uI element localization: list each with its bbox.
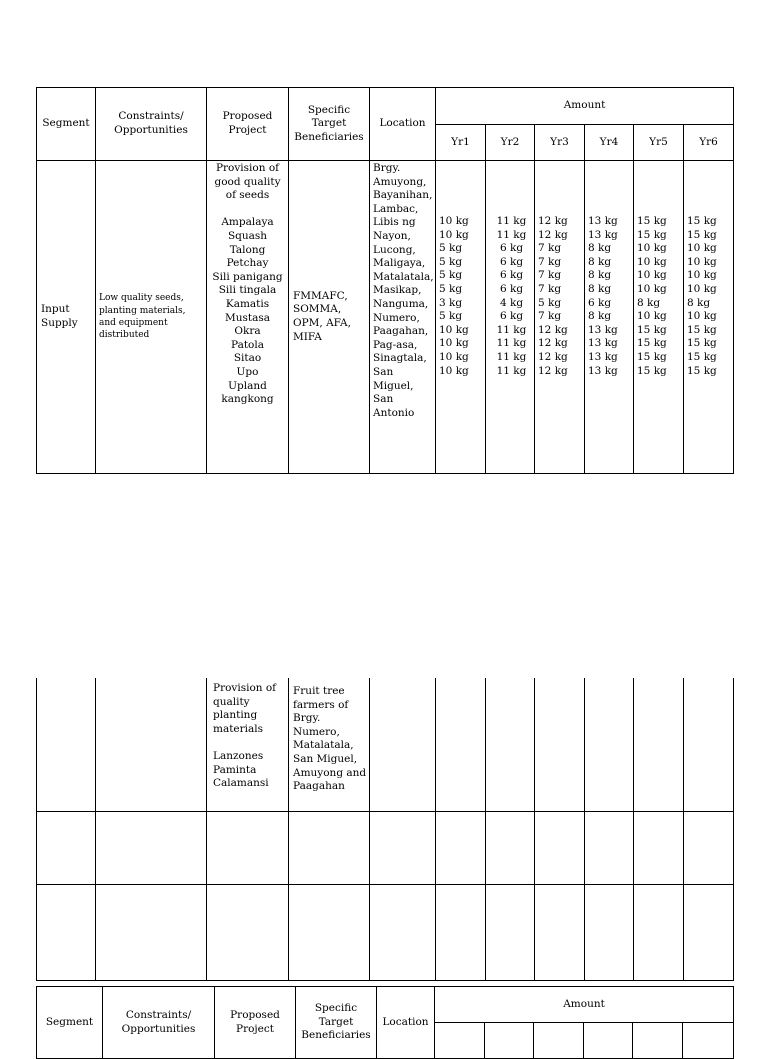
header-yr-cell xyxy=(584,1023,633,1059)
empty-cell xyxy=(370,885,436,981)
header-segment: Segment xyxy=(37,987,103,1059)
cell-location: Brgy. Amuyong, Bayanihan, Lambac, Libis ng Nayon, Lucong, Maligaya, Matalatala, Masikap, Nanguma, Numero, Paagahan, Pag-asa, Sinagtala, San Miguel, San Antonio xyxy=(370,161,436,474)
header-yr-cell xyxy=(633,1023,683,1059)
next-table-header xyxy=(36,986,734,1059)
empty-cell xyxy=(289,812,370,885)
header-yr1: Yr1 xyxy=(436,125,486,161)
cell-proposed-project: Provision of good quality of seeds Ampalaya Squash Talong Petchay Sili panigang Sili tingala Kamatis Mustasa Okra Patola Sitao Upo Upland kangkong xyxy=(207,161,289,474)
cell-yr5-amounts: 15 kg 15 kg 10 kg 10 kg 10 kg 10 kg 8 kg 10 kg 15 kg 15 kg 15 kg 15 kg xyxy=(634,161,684,474)
empty-cell xyxy=(585,812,634,885)
cell-yr6-empty xyxy=(684,678,734,812)
header-yr-cell xyxy=(683,1023,734,1059)
header-yr-cell xyxy=(485,1023,534,1059)
cell-yr3-amounts: 12 kg 12 kg 7 kg 7 kg 7 kg 7 kg 5 kg 7 kg 12 kg 12 kg 12 kg 12 kg xyxy=(535,161,585,474)
empty-cell xyxy=(289,885,370,981)
empty-cell xyxy=(207,885,289,981)
header-proposed-project: Proposed Project xyxy=(215,987,296,1059)
empty-cell xyxy=(370,812,436,885)
cell-beneficiaries-fruit-tree: Fruit tree farmers of Brgy. Numero, Matalatala, San Miguel, Amuyong and Paagahan xyxy=(289,678,370,812)
cell-yr3-empty xyxy=(535,678,585,812)
cell-constraints-empty xyxy=(96,678,207,812)
cell-yr6-amounts: 15 kg 15 kg 10 kg 10 kg 10 kg 10 kg 8 kg 10 kg 15 kg 15 kg 15 kg 15 kg xyxy=(684,161,734,474)
header-yr-cell xyxy=(534,1023,584,1059)
empty-cell xyxy=(634,812,684,885)
header-segment: Segment xyxy=(37,88,96,161)
header-location: Location xyxy=(370,88,436,161)
cell-yr5-empty xyxy=(634,678,684,812)
header-beneficiaries: Specific Target Beneficiaries xyxy=(296,987,377,1059)
header-proposed-project: Proposed Project xyxy=(207,88,289,161)
cell-yr2-amounts: 11 kg 11 kg 6 kg 6 kg 6 kg 6 kg 4 kg 6 kg 11 kg 11 kg 11 kg 11 kg xyxy=(486,161,535,474)
empty-cell xyxy=(96,812,207,885)
empty-cell xyxy=(207,812,289,885)
empty-cell xyxy=(684,885,734,981)
empty-cell xyxy=(486,885,535,981)
cell-yr1-empty xyxy=(436,678,486,812)
header-yr3: Yr3 xyxy=(535,125,585,161)
header-yr6: Yr6 xyxy=(684,125,734,161)
header-yr5: Yr5 xyxy=(634,125,684,161)
empty-cell xyxy=(96,885,207,981)
cell-beneficiaries: FMMAFC, SOMMA, OPM, AFA, MIFA xyxy=(289,161,370,474)
empty-cell xyxy=(37,812,96,885)
empty-cell xyxy=(634,885,684,981)
cell-segment-empty xyxy=(37,678,96,812)
header-amount: Amount xyxy=(436,88,734,125)
header-yr4: Yr4 xyxy=(585,125,634,161)
cell-yr4-amounts: 13 kg 13 kg 8 kg 8 kg 8 kg 8 kg 6 kg 8 kg 13 kg 13 kg 13 kg 13 kg xyxy=(585,161,634,474)
empty-cell xyxy=(436,812,486,885)
cell-proposed-project-planting: Provision of quality planting materials Lanzones Paminta Calamansi xyxy=(207,678,289,812)
header-beneficiaries: Specific Target Beneficiaries xyxy=(289,88,370,161)
empty-cell xyxy=(486,812,535,885)
header-constraints: Constraints/ Opportunities xyxy=(96,88,207,161)
header-location: Location xyxy=(377,987,435,1059)
header-yr2: Yr2 xyxy=(486,125,535,161)
cell-yr1-amounts: 10 kg 10 kg 5 kg 5 kg 5 kg 5 kg 3 kg 5 kg 10 kg 10 kg 10 kg 10 kg xyxy=(436,161,486,474)
empty-cell xyxy=(585,885,634,981)
planting-materials-table xyxy=(36,678,734,981)
header-amount: Amount xyxy=(435,987,734,1023)
empty-cell xyxy=(535,812,585,885)
cell-location-empty xyxy=(370,678,436,812)
cell-yr4-empty xyxy=(585,678,634,812)
header-yr-cell xyxy=(435,1023,485,1059)
empty-cell xyxy=(535,885,585,981)
empty-cell xyxy=(436,885,486,981)
input-supply-table xyxy=(36,87,734,474)
cell-segment: Input Supply xyxy=(37,161,96,474)
empty-cell xyxy=(37,885,96,981)
empty-cell xyxy=(684,812,734,885)
cell-yr2-empty xyxy=(486,678,535,812)
cell-constraints: Low quality seeds, planting materials, and equipment distributed xyxy=(96,161,207,474)
header-constraints: Constraints/ Opportunities xyxy=(103,987,215,1059)
